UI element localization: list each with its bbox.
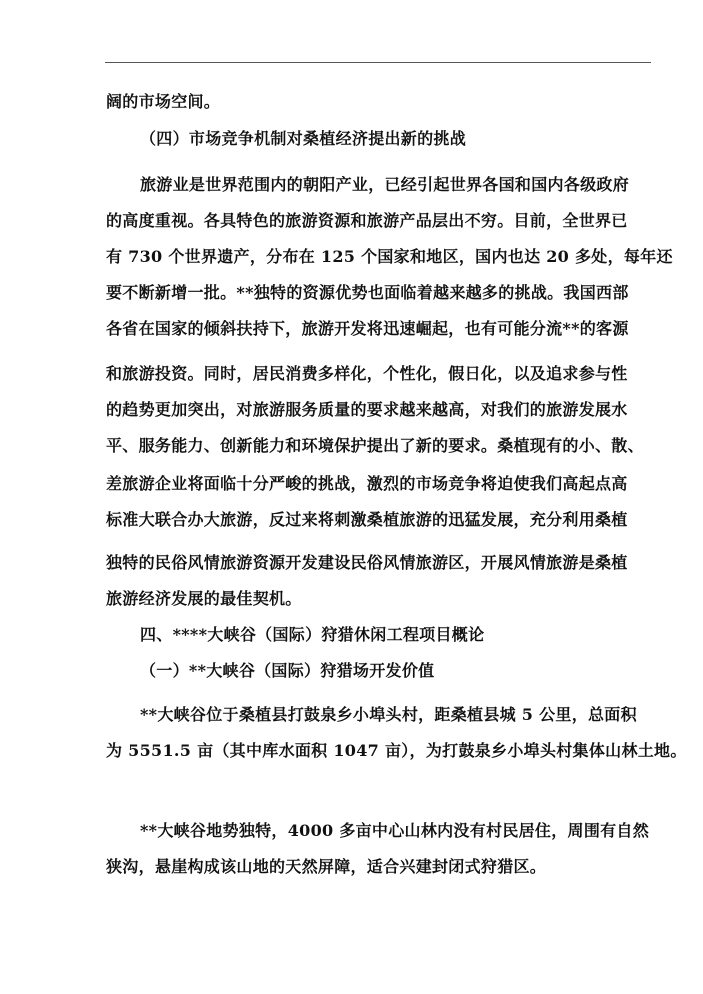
text-line-10: 平、服务能力、创新能力和环境保护提出了新的要求。桑植现有的小、散、 (106, 436, 644, 455)
text-line-6: 要不断新增一批。**独特的资源优势也面临着越来越多的挑战。我国西部 (106, 283, 629, 302)
text-line-14: 旅游经济发展的最佳契机。 (106, 589, 302, 608)
text-line-7: 各省在国家的倾斜扶持下，旅游开发将迅速崛起，也有可能分流**的客源 (106, 319, 629, 338)
text-line-13: 独特的民俗风情旅游资源开发建设民俗风情旅游区，开展风情旅游是桑植 (106, 553, 628, 572)
text-line-8: 和旅游投资。同时，居民消费多样化，个性化，假日化，以及追求参与性 (106, 364, 628, 383)
text-line-20: 狭沟，悬崖构成该山地的天然屏障，适合兴建封闭式狩猎区。 (106, 857, 547, 876)
text-line-19: **大峡谷地势独特，4000 多亩中心山林内没有村民居住，周围有自然 (140, 821, 650, 840)
text-line-4: 的高度重视。各具特色的旅游资源和旅游产品层出不穷。目前，全世界已 (106, 211, 628, 230)
section-heading-4: （四）市场竞争机制对桑植经济提出新的挑战 (140, 129, 467, 148)
text-line-1: 阔的市场空间。 (106, 92, 221, 111)
text-line-11: 差旅游企业将面临十分严峻的挑战，激烈的市场竞争将迫使我们高起点高 (106, 474, 628, 493)
header-rule (105, 62, 651, 63)
text-line-3: 旅游业是世界范围内的朝阳产业，已经引起世界各国和国内各级政府 (140, 175, 630, 194)
section-heading-1: （一）**大峡谷（国际）狩猎场开发价值 (140, 661, 435, 680)
text-line-17: **大峡谷位于桑植县打鼓泉乡小埠头村，距桑植县城 5 公里，总面积 (140, 705, 637, 724)
chapter-heading-4: 四、****大峡谷（国际）狩猎休闲工程项目概论 (140, 625, 485, 644)
text-line-12: 标准大联合办大旅游，反过来将刺激桑植旅游的迅猛发展，充分利用桑植 (106, 510, 628, 529)
text-line-9: 的趋势更加突出，对旅游服务质量的要求越来越高，对我们的旅游发展水 (106, 400, 628, 419)
text-line-18: 为 5551.5 亩（其中库水面积 1047 亩），为打鼓泉乡小埠头村集体山林土地。 (106, 741, 687, 760)
text-line-5: 有 730 个世界遗产，分布在 125 个国家和地区，国内也达 20 多处，每年还 (106, 247, 673, 266)
